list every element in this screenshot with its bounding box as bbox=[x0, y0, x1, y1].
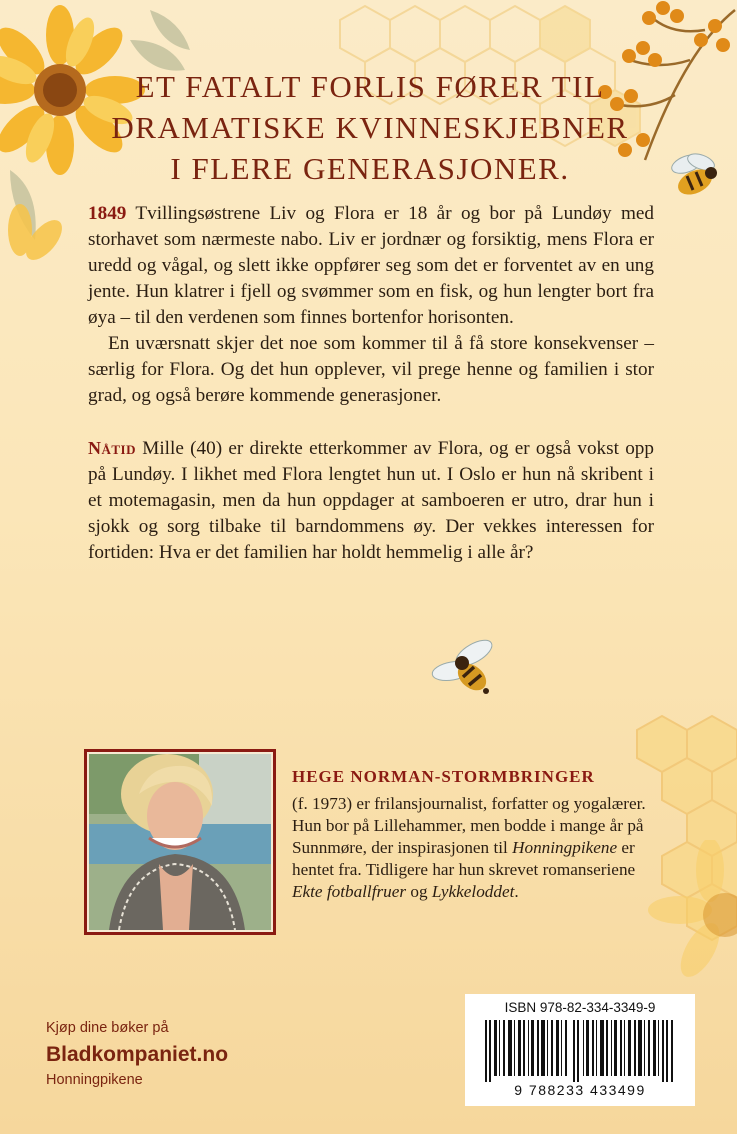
publisher-tagline: Kjøp dine bøker på bbox=[46, 1020, 169, 1036]
author-bio: (f. 1973) er frilansjournalist, forfatter og yogalærer. Hun bor på Lillehammer, men bodde i mange år på Sunnmøre, der inspirasjonen til Honningpikene er hentet fra. Tidligere har hun skrevet romanseriene Ekte fotballfruer og Lykkeloddet. bbox=[292, 794, 646, 901]
author-photo-frame bbox=[84, 749, 276, 935]
series-title: Lykkeloddet bbox=[431, 882, 515, 901]
blurb-text: Tvillingsøstrene Liv og Flora er 18 år og bor på Lundøy med storhavet som nærmeste nabo. Liv er jordnær og forsiktig, mens Flora er uredd og vågal, og slett ikke oppfører seg som det er forventet av en ung jente. Hun klatrer i fjell og svømmer som en fisk, og hun lengter bort fra øya – til den verdenen som finnes bortenfor horisonten. bbox=[88, 203, 654, 328]
blurb-paragraph-1849 bbox=[88, 201, 654, 331]
blurb-paragraph-present bbox=[88, 435, 654, 566]
tagline-line-2: DRAMATISKE KVINNESKJEBNER bbox=[111, 110, 629, 145]
publisher-info bbox=[46, 1020, 228, 1088]
bee-icon bbox=[665, 150, 725, 202]
blurb bbox=[88, 201, 654, 566]
tagline-line-1: ET FATALT FORLIS FØRER TIL bbox=[135, 69, 605, 104]
tagline bbox=[110, 66, 630, 189]
bee-icon bbox=[430, 633, 502, 701]
author-photo bbox=[87, 752, 273, 932]
ean-number: 9 788233 433499 bbox=[514, 1082, 646, 1098]
book-title-footer: Honningpikene bbox=[46, 1072, 143, 1088]
year-label: 1849 bbox=[88, 203, 127, 224]
isbn-number: ISBN 978-82-334-3349-9 bbox=[504, 1000, 656, 1015]
blurb-paragraph-2: En uværsnatt skjer det noe som kommer til å få store konsekvenser – særlig for Flora. Og det hun opplever, vil prege henne og familien i stor grad, og også berøre kommende generasjoner. bbox=[88, 333, 654, 406]
author-name: HEGE NORMAN-STORMBRINGER bbox=[292, 767, 595, 786]
barcode-icon bbox=[485, 1020, 675, 1082]
barcode-box bbox=[465, 994, 695, 1106]
book-title: Honningpikene bbox=[512, 838, 618, 857]
blurb-text: Mille (40) er direkte etterkommer av Flora, og er også vokst opp på Lundøy. I likhet med Flora lengtet hun ut. I Oslo er hun nå skribent i et motemagasin, men da hun oppdager at samboeren er utro, drar hun i sjokk og sorg tilbake til barndommens øy. Der vekkes interessen for fortiden: Hva er det familien har holdt hemmelig i alle år? bbox=[88, 438, 654, 563]
series-title: Ekte fotballfruer bbox=[292, 882, 407, 901]
tagline-line-3: I FLERE GENERASJONER. bbox=[170, 151, 570, 186]
present-label: Nåtid bbox=[88, 438, 137, 458]
publisher-website[interactable]: Bladkompaniet.no bbox=[46, 1043, 229, 1066]
author-portrait-illustration bbox=[89, 754, 271, 930]
